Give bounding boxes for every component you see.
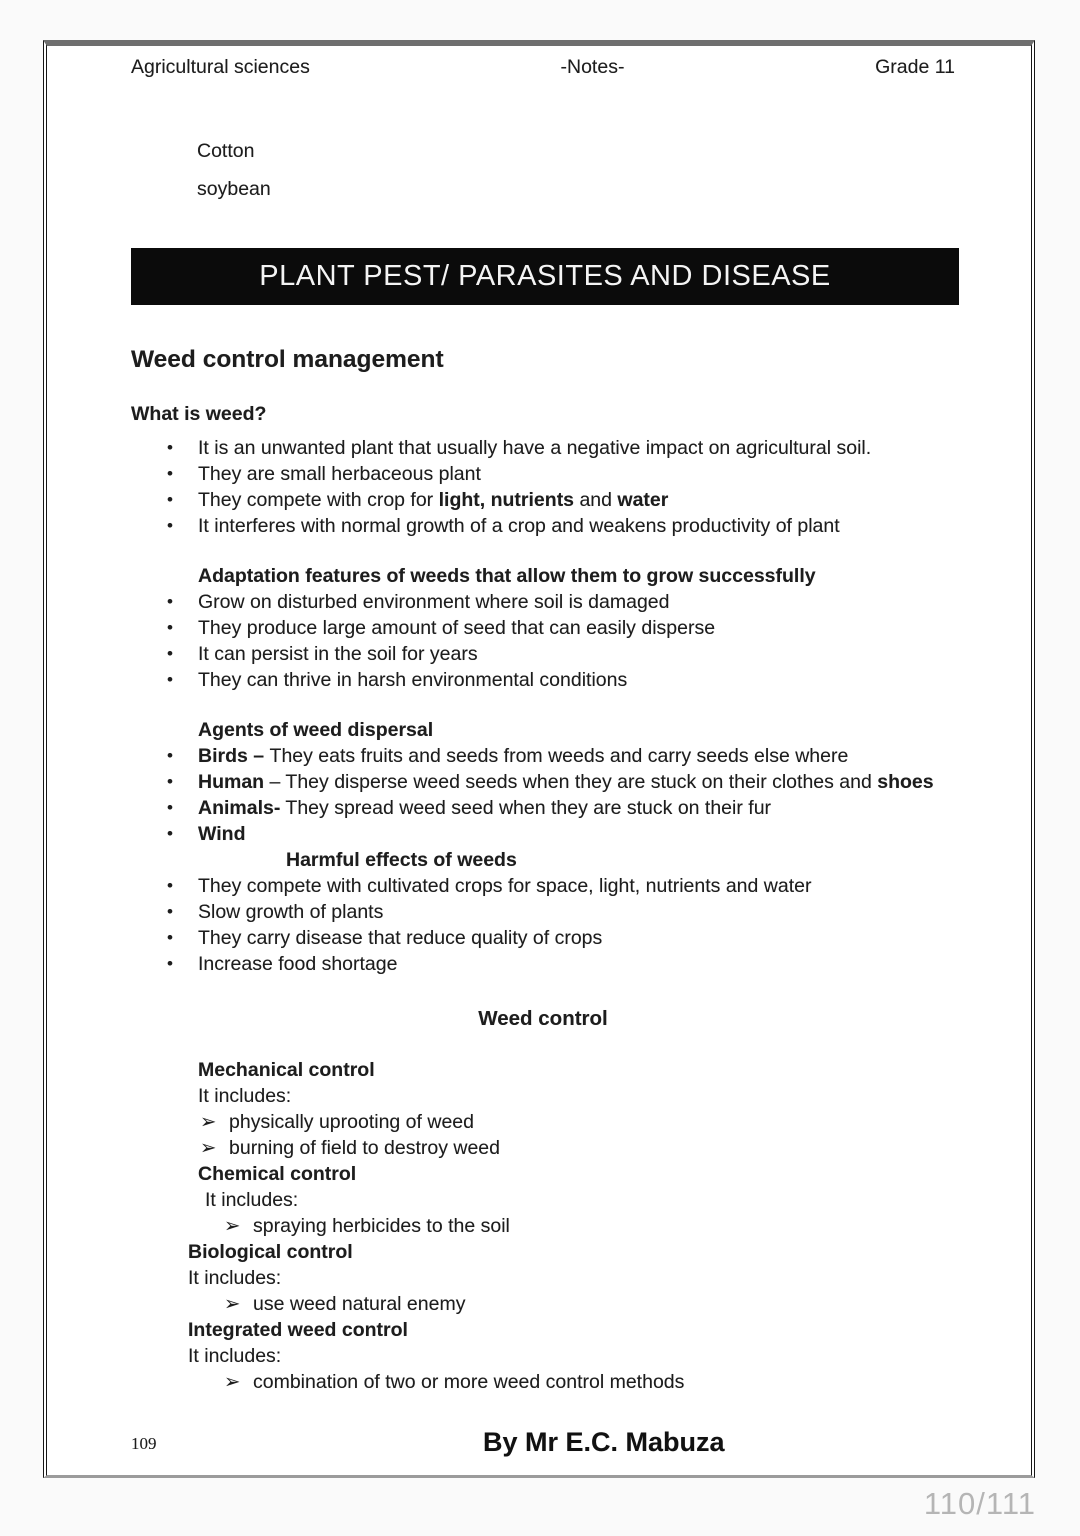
method-name: Integrated weed control: [188, 1319, 408, 1341]
bullet-icon: •: [167, 902, 173, 921]
list-item: [131, 461, 955, 487]
list-item-text: combination of two or more weed control methods: [253, 1371, 685, 1393]
list-item-text: spraying herbicides to the soil: [253, 1215, 510, 1237]
list-item: [131, 795, 955, 821]
bullet-icon: •: [167, 618, 173, 637]
arrow-bullet-icon: ➢: [224, 1293, 241, 1315]
list-item: [131, 1369, 955, 1395]
bullet-icon: •: [167, 746, 173, 765]
crop-list: [197, 138, 955, 202]
list-item-text: It can persist in the soil for years: [198, 643, 478, 665]
bullet-icon: •: [167, 876, 173, 895]
crop-item-cotton: Cotton: [197, 140, 255, 162]
method-items: [131, 1369, 955, 1395]
method-integrated: [131, 1317, 955, 1395]
list-item: [131, 487, 955, 513]
method-name: Mechanical control: [198, 1059, 375, 1081]
includes-label: It includes:: [198, 1085, 292, 1107]
bullet-icon: •: [167, 438, 173, 457]
bullet-icon: •: [167, 928, 173, 947]
list-item: [131, 615, 955, 641]
list-item: [131, 589, 955, 615]
method-items: [131, 1213, 955, 1239]
list-item: [131, 1291, 955, 1317]
adaptation-heading: Adaptation features of weeds that allow them to grow successfully: [198, 565, 816, 587]
bullet-icon: •: [167, 798, 173, 817]
bullet-icon: •: [167, 464, 173, 483]
list-item-text: They produce large amount of seed that can easily disperse: [198, 617, 716, 639]
author-credit: By Mr E.C. Mabuza: [482, 1427, 725, 1457]
includes-label: It includes:: [188, 1345, 282, 1367]
harmful-effects-heading: Harmful effects of weeds: [286, 849, 517, 871]
list-item-text: They carry disease that reduce quality of crops: [198, 927, 603, 949]
bullet-icon: •: [167, 824, 173, 843]
method-name: Biological control: [188, 1241, 353, 1263]
crop-item-soybean: soybean: [197, 178, 271, 200]
list-item: [131, 925, 955, 951]
method-mechanical: [131, 1057, 955, 1161]
method-chemical: [131, 1161, 955, 1239]
document-page: [43, 40, 1035, 1478]
method-biological: [131, 1239, 955, 1317]
list-item-text: physically uprooting of weed: [229, 1111, 474, 1133]
header-grade: Grade 11: [875, 56, 955, 78]
list-item: [131, 769, 955, 795]
list-item: [131, 821, 955, 847]
list-item-text: Animals- They spread weed seed when they are stuck on their fur: [198, 797, 772, 819]
list-item: [131, 873, 955, 899]
agents-heading: Agents of weed dispersal: [198, 719, 434, 741]
includes-label: It includes:: [188, 1267, 282, 1289]
bullet-icon: •: [167, 670, 173, 689]
list-item-text: They can thrive in harsh environmental conditions: [198, 669, 628, 691]
bullet-icon: •: [167, 516, 173, 535]
page-footer: [131, 1425, 955, 1459]
list-item-text: Birds – They eats fruits and seeds from weeds and carry seeds else where: [198, 745, 849, 767]
bullet-icon: •: [167, 954, 173, 973]
method-items: [131, 1291, 955, 1317]
harmful-effects-list: [131, 873, 955, 977]
arrow-bullet-icon: ➢: [224, 1371, 241, 1393]
list-item-text: Grow on disturbed environment where soil is damaged: [198, 591, 670, 613]
main-title: Weed control management: [131, 346, 444, 373]
includes-label: It includes:: [205, 1189, 299, 1211]
arrow-bullet-icon: ➢: [200, 1111, 217, 1133]
list-item-text: It interferes with normal growth of a crop and weakens productivity of plant: [198, 515, 840, 537]
list-item-text: They compete with crop for light, nutrients and water: [198, 489, 669, 511]
agents-list: [131, 743, 955, 847]
list-item-text: Slow growth of plants: [198, 901, 384, 923]
list-item: [131, 667, 955, 693]
list-item-text: Increase food shortage: [198, 953, 398, 975]
bullet-icon: •: [167, 490, 173, 509]
arrow-bullet-icon: ➢: [224, 1215, 241, 1237]
weed-control-heading: Weed control: [478, 1007, 608, 1030]
method-name: Chemical control: [198, 1163, 357, 1185]
chapter-banner: [131, 248, 959, 305]
list-item-text: Wind: [198, 823, 246, 845]
list-item: [131, 641, 955, 667]
list-item-text: It is an unwanted plant that usually have a negative impact on agricultural soil.: [198, 437, 872, 459]
page-number: 109: [131, 1434, 157, 1453]
list-item: [131, 513, 955, 539]
what-is-weed-list: [131, 435, 955, 539]
list-item: [131, 1135, 955, 1161]
list-item: [131, 743, 955, 769]
page-indicator: 110/111: [923, 1486, 1036, 1521]
header-notes-label: -Notes-: [560, 56, 625, 78]
arrow-bullet-icon: ➢: [200, 1137, 217, 1159]
list-item-text: Human – They disperse weed seeds when they are stuck on their clothes and shoes: [198, 771, 934, 793]
list-item: [131, 1213, 955, 1239]
list-item-text: They compete with cultivated crops for space, light, nutrients and water: [198, 875, 812, 897]
bullet-icon: •: [167, 772, 173, 791]
list-item: [131, 435, 955, 461]
chapter-banner-title: PLANT PEST/ PARASITES AND DISEASE: [259, 260, 831, 292]
method-items: [131, 1109, 955, 1161]
page-header: [131, 56, 955, 78]
what-is-weed-heading: What is weed?: [131, 403, 267, 425]
list-item: [131, 1109, 955, 1135]
list-item-text: burning of field to destroy weed: [229, 1137, 501, 1159]
bullet-icon: •: [167, 592, 173, 611]
list-item-text: They are small herbaceous plant: [198, 463, 481, 485]
list-item: [131, 899, 955, 925]
header-subject: Agricultural sciences: [131, 56, 310, 78]
list-item: [131, 951, 955, 977]
bullet-icon: •: [167, 644, 173, 663]
list-item-text: use weed natural enemy: [253, 1293, 466, 1315]
adaptation-list: [131, 589, 955, 693]
